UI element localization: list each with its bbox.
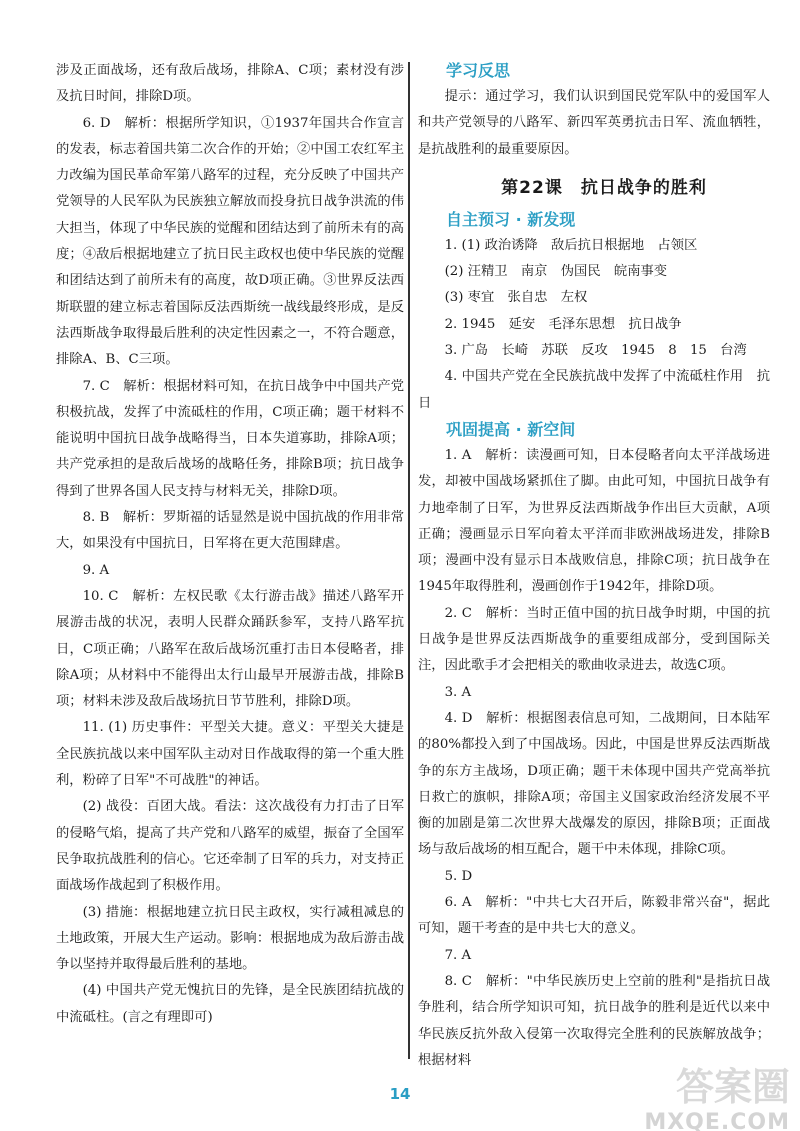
answer-paragraph: (2) 汪精卫 南京 伪国民 皖南事变: [444, 264, 668, 280]
answer-paragraph: 3. A: [444, 684, 472, 700]
answer-paragraph: 4. D 解析：根据图表信息可知，二战期间，日本陆军的80%都投入到了中国战场。因此，中国是世界反法西斯战争的东方主战场，D项正确；题干未体现中国共产党高举抗日救亡的旗帜，排除A项；帝国主义国家政治经济发展不平衡的加剧是第二次世界大战爆发的原因，排除B项；正面战场与敌后战场的相互配合，题干中未体现，排除C项。: [418, 710, 770, 858]
answer-paragraph: (4) 中国共产党无愧抗日的先锋，是全民族团结抗战的中流砥柱。(言之有理即可): [56, 983, 404, 1025]
section-title-reflection: 学习反思: [446, 61, 511, 80]
answer-paragraph: 11. (1) 历史事件：平型关大捷。意义：平型关大捷是全民族抗战以来中国军队主动对日作战取得的第一个重大胜利，粉碎了日军"不可战胜"的神话。: [56, 720, 404, 789]
answer-paragraph: 10. C 解析：左权民歌《太行游击战》描述八路军开展游击战的状况，表明人民群众踊跃参军，支持八路军抗日，C项正确；八路军在敌后战场沉重打击日本侵略者，排除A项；从材料中不能得出太行山最早开展游击战，排除B项；材料未涉及敌后战场抗日节节胜利，排除D项。: [56, 588, 404, 710]
answer-paragraph: 8. B 解析：罗斯福的话显然是说中国抗战的作用非常大，如果没有中国抗日，日军将在更大范围肆虐。: [56, 510, 404, 552]
answer-paragraph: 8. C 解析："中华民族历史上空前的胜利"是指抗日战争胜利，结合所学知识可知，抗日战争的胜利是近代以来中华民族反抗外敌入侵第一次取得完全胜利的民族解放战争；根据材料: [418, 973, 770, 1068]
section-title-preview: 自主预习 · 新发现: [446, 209, 576, 229]
consolidate-answers: [418, 443, 770, 1074]
column-divider: [408, 62, 410, 1059]
watermark-text: MXQE.COM: [644, 1110, 790, 1131]
watermark-logo: 答案圈: [675, 1065, 790, 1109]
answer-paragraph: 4. 中国共产党在全民族抗战中发挥了中流砥柱作用 抗日: [418, 369, 770, 411]
answer-paragraph: 9. A: [82, 562, 110, 578]
answer-paragraph: 1. (1) 政治诱降 敌后抗日根据地 占领区: [444, 237, 698, 253]
answer-paragraph: (3) 措施：根据地建立抗日民主政权，实行减租减息的土地政策，开展大生产运动。影响：根据地成为敌后游击战争以坚持并取得最后胜利的基地。: [56, 904, 404, 973]
lesson-title: 第22课 抗日战争的胜利: [501, 177, 707, 198]
answer-paragraph: 6. D 解析：根据所学知识，①1937年国共合作宣言的发表，标志着国共第二次合作的开始；②中国工农红军主力改编为国民革命军第八路军的过程，充分反映了中国共产党领导的人民军队为民族独立解放而投身抗日战争洪流的伟大担当，体现了中华民族的觉醒和团结达到了前所未有的高度；④敌后根据地建立了抗日民主政权也使中华民族的觉醒和团结达到了前所未有的高度，故D项正确。③世界反法西斯联盟的建立标志着国际反法西斯统一战线最终形成，是反法西斯战争取得最后胜利的决定性因素之一，不符合题意，排除A、B、C三项。: [56, 115, 404, 368]
answer-paragraph: 6. A 解析："中共七大召开后，陈毅非常兴奋"，据此可知，题干考查的是中共七大的意义。: [418, 895, 770, 937]
right-column: [418, 58, 770, 1074]
left-column: [56, 58, 404, 1031]
answer-paragraph: 5. D: [444, 868, 473, 884]
answer-paragraph: 1. A 解析：读漫画可知，日本侵略者向太平洋战场进发，却被中国战场紧抓住了脚。由此可知，中国抗日战争有力地牵制了日军，为世界反法西斯战争作出巨大贡献，A项正确；漫画显示日军向着太平洋而非欧洲战场进发，排除B项；漫画中没有显示日本战败信息，排除C项；抗日战争在1945年取得胜利，漫画创作于1942年，排除D项。: [418, 447, 770, 595]
answer-paragraph: 3. 广岛 长崎 苏联 反攻 1945 8 15 台湾: [444, 343, 747, 359]
answer-paragraph: (3) 枣宜 张自忠 左权: [444, 290, 588, 306]
reflection-text: 提示：通过学习，我们认识到国民党军队中的爱国军人和共产党领导的八路军、新四军英勇抗击日军、流血牺牲，是抗战胜利的最重要原因。: [418, 89, 770, 157]
answer-paragraph: 7. A: [444, 947, 472, 963]
page-number: 14: [389, 1085, 411, 1103]
section-title-consolidate: 巩固提高 · 新空间: [446, 419, 576, 439]
answer-paragraph: (2) 战役：百团大战。看法：这次战役有力打击了日军的侵略气焰，提高了共产党和八路军的威望，振奋了全国军民争取抗战胜利的信心。它还牵制了日军的兵力，对支持正面战场作战起到了积极作用。: [56, 799, 404, 894]
answer-paragraph: 涉及正面战场，还有敌后战场，排除A、C项；素材没有涉及抗日时间，排除D项。: [56, 63, 404, 105]
answer-paragraph: 2. C 解析：当时正值中国的抗日战争时期，中国的抗日战争是世界反法西斯战争的重要组成部分，受到国际关注，因此歌手才会把相关的歌曲收录进去，故选C项。: [418, 605, 770, 674]
preview-answers: [418, 233, 770, 417]
answer-paragraph: 2. 1945 延安 毛泽东思想 抗日战争: [444, 316, 682, 332]
answer-paragraph: 7. C 解析：根据材料可知，在抗日战争中中国共产党积极抗战，发挥了中流砥柱的作用，C项正确；题干材料不能说明中国抗日战争战略得当，日本失道寡助，排除A项；共产党承担的是敌后战场的战略任务，排除B项；抗日战争得到了世界各国人民支持与材料无关，排除D项。: [56, 378, 404, 499]
